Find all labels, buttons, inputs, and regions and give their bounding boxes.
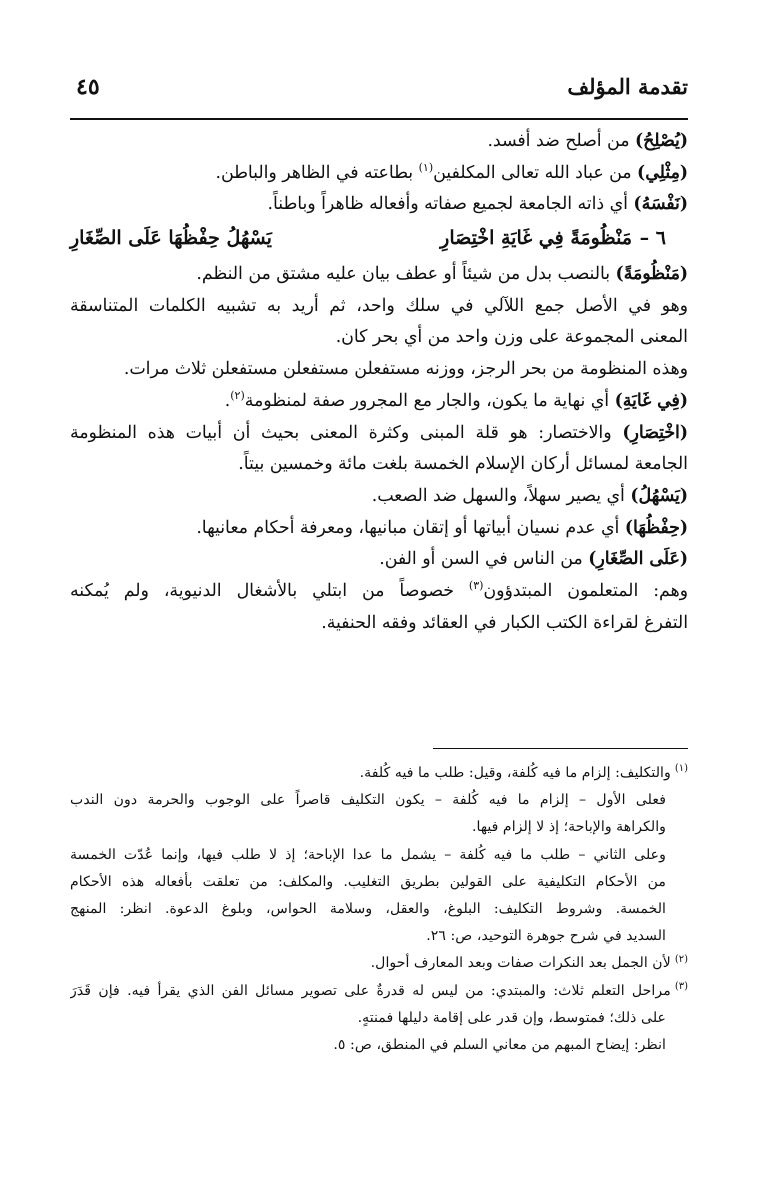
footnote-marker: (٢)	[674, 953, 688, 965]
verse-number: ٦ –	[639, 227, 666, 250]
footnote-line: وعلى الثاني – طلب ما فيه كُلفة – يشمل ما عدا الإباحة؛ إذ لا طلب فيها، وإنما عُدّت الخمسة	[70, 846, 666, 863]
commented-term: (اخْتِصَارِ)	[622, 422, 688, 443]
text-line: التفرغ لقراءة الكتب الكبار في العقائد وفقه الحنفية.	[321, 612, 688, 633]
footnote-ref: (٢)	[230, 389, 245, 403]
commented-term: (مَنْظُومَةً)	[615, 264, 688, 285]
footnote-line: والكراهة والإباحة؛ إذ لا إلزام فيها.	[471, 819, 666, 836]
footnote-line: السديد في شرح جوهرة التوحيد، ص: ٢٦.	[426, 928, 666, 945]
footnote-line: $^{(١)}$والتكليف: إلزام ما فيه كُلفة، وقيل: طلب ما فيه كُلفة.	[359, 763, 688, 781]
commented-term: (مِثْلِي)	[637, 162, 688, 183]
commented-term: (حِفْظُهَا)	[624, 517, 688, 538]
commented-term: (فِي غَايَةِ)	[614, 390, 688, 411]
text-line: الجامعة لمسائل أركان الإسلام الخمسة بلغت مائة وخمسين بيتاً.	[238, 454, 688, 475]
text-line: (اخْتِصَارِ) والاختصار: هو قلة المبنى وكثرة المعنى بحيث أن أبيات هذه المنظومة	[70, 422, 688, 443]
text-line: (يُصْلِحُ) من أصلح ضد أفسد.	[487, 131, 688, 151]
footnote-line: على ذلك؛ فمتوسط، وإن قدر على إقامة دليلها فمنتهٍ.	[357, 1009, 666, 1026]
main-text	[70, 126, 688, 639]
footnotes	[70, 760, 688, 1059]
text-line: (حِفْظُهَا) أي عدم نسيان أبياتها أو إتقان مبانيها، ومعرفة أحكام معانيها.	[196, 517, 688, 538]
text-line: (فِي غَايَةِ) أي نهاية ما يكون، والجار مع المجرور صفة لمنظومة$^{(٢)}$.	[224, 389, 688, 411]
page-number: ٤٥	[76, 74, 100, 100]
text-line: وهم: المتعلمون المبتدؤون$^{(٣)}$ خصوصاً من ابتلي بالأشغال الدنيوية، ولم يُمكنه	[70, 579, 688, 601]
header-rule	[70, 118, 688, 120]
footnote-line: من الأحكام التكليفية على القولين بطريق التغليب. والمكلف: من تعلقت بأفعاله هذه الأحكام	[70, 873, 666, 890]
verse-second-hemistich: يَسْهُلُ حِفْظُهَا عَلَى الصِّغَارِ	[70, 227, 272, 250]
footnote-line: فعلى الأول – إلزام ما فيه كُلفة – يكون التكليف قاصراً على الوجوب والحرمة دون الندب	[70, 792, 666, 809]
text-line: (نَفْسَهُ) أي ذاته الجامعة لجميع صفاته وأفعاله ظاهراً وباطناً.	[267, 194, 688, 215]
text-line: وهذه المنظومة من بحر الرجز، ووزنه مستفعلن مستفعلن مستفعلن ثلاث مرات.	[123, 359, 688, 380]
footnote-line: $^{(٣)}$مراحل التعلم ثلاث: والمبتدي: من ليس له قدرةٌ على تصوير مسائل الفن الذي يقرأ فيه. فإن قَدَرَ	[70, 980, 688, 999]
text-line: (مِثْلِي) من عباد الله تعالى المكلفين$^{(١)}$ بطاعته في الظاهر والباطن.	[215, 160, 688, 183]
text-line: (مَنْظُومَةً) بالنصب بدل من شيئاً أو عطف بيان عليه مشتق من النظم.	[196, 264, 688, 285]
verse-first-hemistich: مَنْظُومَةً فِي غَايَةِ اخْتِصَارِ	[440, 227, 632, 250]
footnote-line: الخمسة. وشروط التكليف: البلوغ، والعقل، وسلامة الحواس، وبلوغ الدعوة. انظر: المنهج	[70, 900, 666, 917]
text-line: (عَلَى الصِّغَارِ) من الناس في السن أو الفن.	[379, 549, 688, 570]
footnote-ref: (٣)	[468, 579, 484, 593]
footnote-marker: (١)	[674, 763, 688, 775]
chapter-title: تقدمة المؤلف	[567, 74, 688, 99]
commented-term: (يَسْهُلُ)	[630, 485, 688, 506]
footnote-rule	[433, 748, 688, 749]
text-line: (يَسْهُلُ) أي يصير سهلاً، والسهل ضد الصعب.	[371, 485, 688, 506]
footnote-marker: (٣)	[674, 980, 688, 992]
text-line: وهو في الأصل جمع اللآلي في سلك واحد، ثم أريد به تشبيه الكلمات المتناسقة	[70, 295, 688, 316]
footnote-line: انظر: إيضاح المبهم من معاني السلم في المنطق، ص: ٥.	[333, 1036, 666, 1053]
text-line: المعنى المجموعة على وزن واحد من أي بحر كان.	[335, 327, 688, 348]
commented-term: (نَفْسَهُ)	[633, 194, 688, 215]
footnote-line: $^{(٢)}$لأن الجمل بعد النكرات صفات وبعد المعارف أحوال.	[370, 953, 688, 972]
commented-term: (يُصْلِحُ)	[634, 131, 688, 151]
commented-term: (عَلَى الصِّغَارِ)	[588, 549, 688, 570]
verse-line	[70, 223, 688, 259]
footnote-ref: (١)	[418, 160, 434, 174]
running-header	[70, 74, 688, 110]
